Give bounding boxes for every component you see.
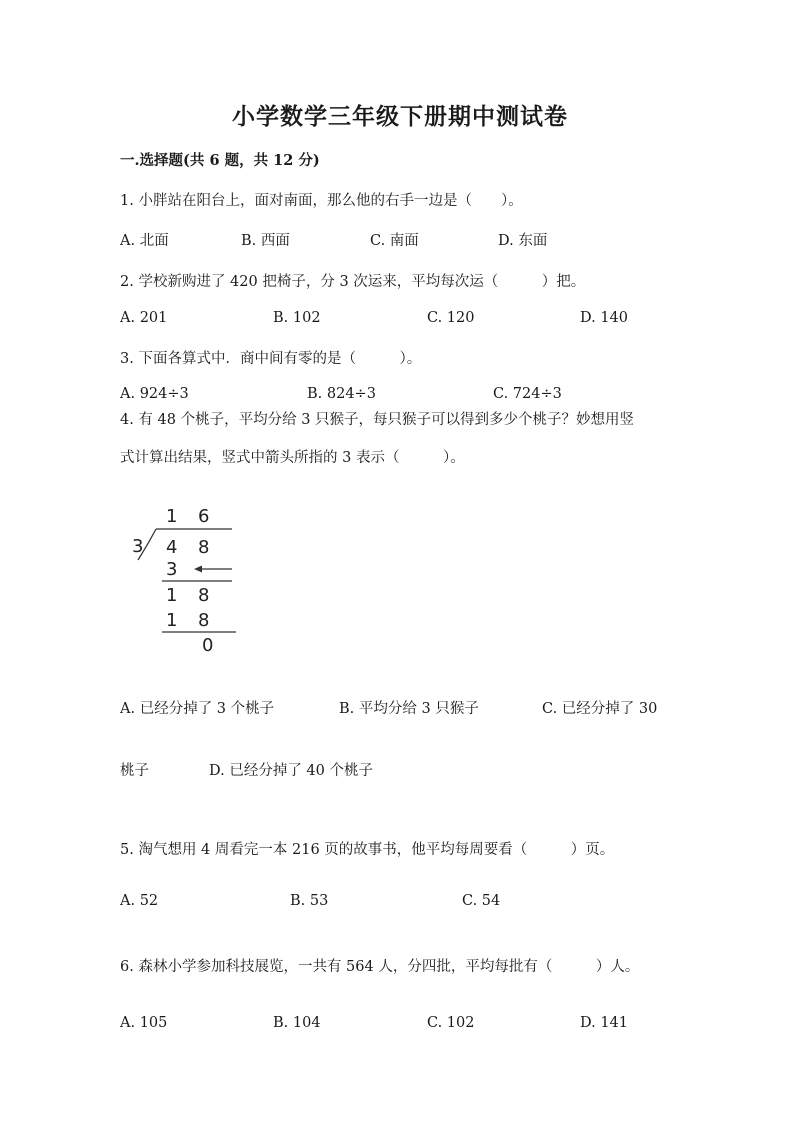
question-4-option-a[interactable]: A. 已经分掉了 3 个桃子 [120, 701, 275, 717]
question-3-text: 3. 下面各算式中．商中间有零的是（ ）。 [120, 351, 422, 367]
arrow-icon [194, 566, 232, 573]
question-4-option-c[interactable]: C. 已经分掉了 30 [542, 701, 658, 717]
question-2-text: 2. 学校新购进了 420 把椅子，分 3 次运来，平均每次运（ ）把。 [120, 274, 586, 290]
subtraction-step-3-tens: 1 [166, 610, 178, 631]
quotient-digit-tens: 1 [166, 506, 178, 527]
page-title: 小学数学三年级下册期中测试卷 [232, 103, 568, 130]
division-bracket [138, 529, 232, 560]
divisor: 3 [132, 536, 144, 557]
remainder: 0 [202, 635, 214, 656]
question-2-option-b[interactable]: B. 102 [273, 310, 321, 326]
subtraction-step-1: 3 [166, 559, 178, 580]
question-6-option-b[interactable]: B. 104 [273, 1015, 321, 1031]
question-5-option-a[interactable]: A. 52 [120, 893, 159, 909]
question-2-option-d[interactable]: D. 140 [580, 310, 629, 326]
subtraction-step-3-ones: 8 [198, 610, 210, 631]
subtraction-step-2-tens: 1 [166, 585, 178, 606]
question-1-text: 1. 小胖站在阳台上，面对南面，那么他的右手一边是（ ）。 [120, 193, 523, 209]
question-2-option-a[interactable]: A. 201 [120, 310, 168, 326]
question-6-option-d[interactable]: D. 141 [580, 1015, 629, 1031]
dividend-digit-tens: 4 [166, 537, 178, 558]
question-6-option-c[interactable]: C. 102 [427, 1015, 475, 1031]
question-5-option-b[interactable]: B. 53 [290, 893, 329, 909]
question-3-option-b[interactable]: B. 824÷3 [307, 386, 376, 402]
question-6-option-a[interactable]: A. 105 [120, 1015, 168, 1031]
long-division-figure [126, 500, 246, 660]
question-5-text: 5. 淘气想用 4 周看完一本 216 页的故事书，他平均每周要看（ ）页。 [120, 842, 615, 858]
question-3-option-a[interactable]: A. 924÷3 [120, 386, 189, 402]
question-4-text-line2: 式计算出结果，竖式中箭头所指的 3 表示（ ）。 [120, 450, 465, 466]
question-1-option-b[interactable]: B. 西面 [241, 233, 290, 249]
question-4-option-b[interactable]: B. 平均分给 3 只猴子 [339, 701, 479, 717]
question-1-option-a[interactable]: A. 北面 [120, 233, 169, 249]
question-3-option-c[interactable]: C. 724÷3 [493, 386, 562, 402]
question-5-option-c[interactable]: C. 54 [462, 893, 501, 909]
question-1-option-c[interactable]: C. 南面 [370, 233, 419, 249]
section-heading: 一.选择题(共 6 题，共 12 分) [120, 152, 320, 169]
question-2-option-c[interactable]: C. 120 [427, 310, 475, 326]
quotient-digit-ones: 6 [198, 506, 210, 527]
question-6-text: 6. 森林小学参加科技展览，一共有 564 人，分四批，平均每批有（ ）人。 [120, 959, 640, 975]
subtraction-step-2-ones: 8 [198, 585, 210, 606]
dividend-digit-ones: 8 [198, 537, 210, 558]
question-4-option-d[interactable]: D. 已经分掉了 40 个桃子 [209, 763, 373, 779]
question-4-option-c-continued: 桃子 [120, 763, 149, 779]
question-4-text-line1: 4. 有 48 个桃子，平均分给 3 只猴子，每只猴子可以得到多少个桃子？妙想用竖 [120, 412, 635, 428]
question-1-option-d[interactable]: D. 东面 [498, 233, 548, 249]
